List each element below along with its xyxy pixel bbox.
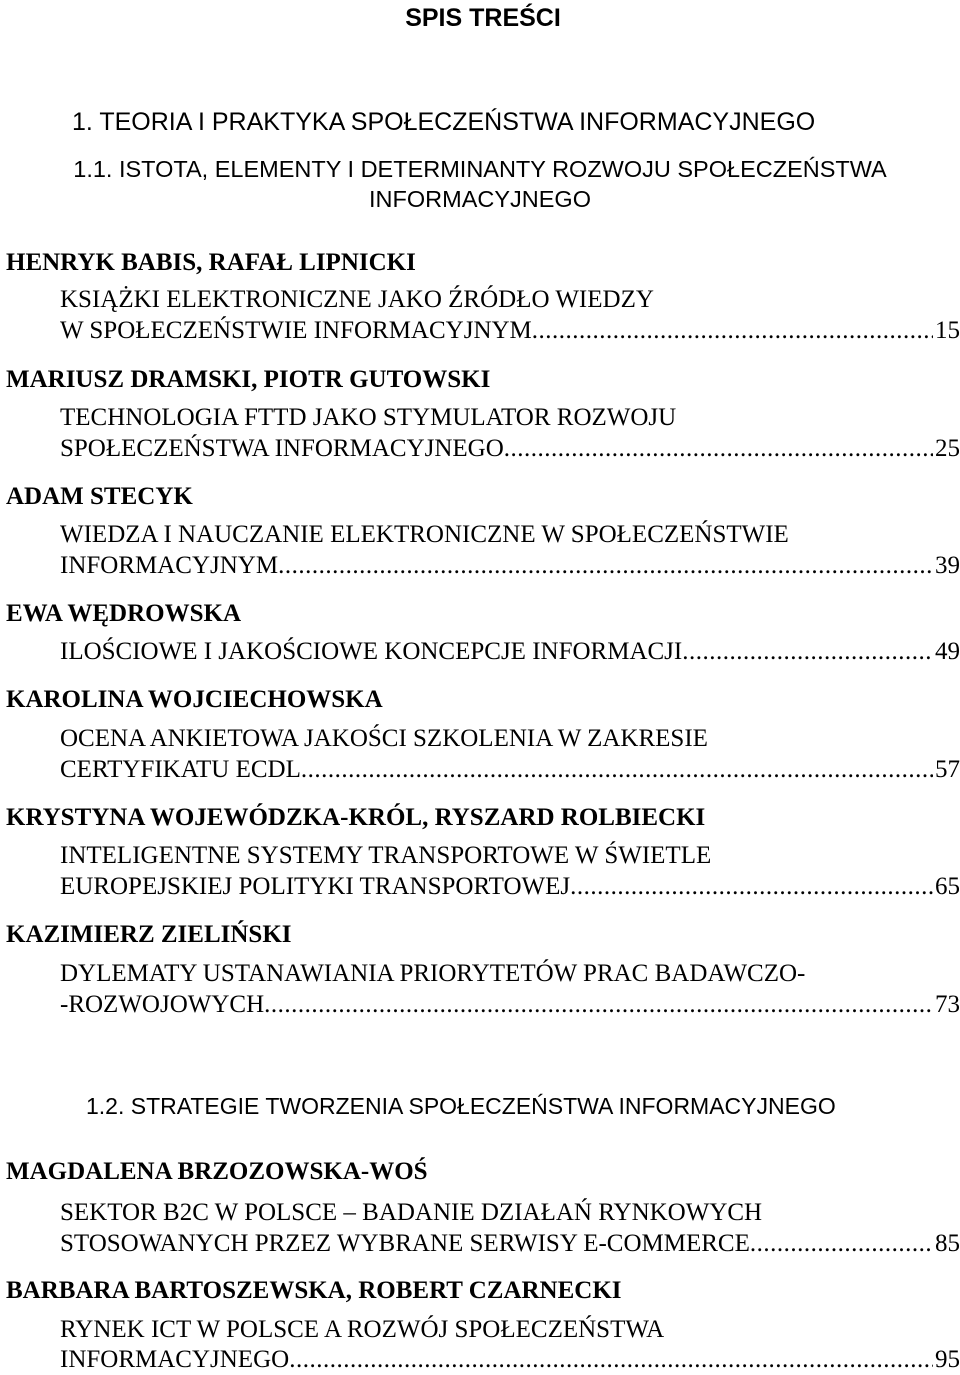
toc-title-line: OCENA ANKIETOWA JAKOŚCI SZKOLENIA W ZAKRESIE (60, 725, 708, 752)
toc-title-line: SEKTOR B2C W POLSCE – BADANIE DZIAŁAŃ RYNKOWYCH (60, 1199, 763, 1226)
toc-title-line: DYLEMATY USTANAWIANIA PRIORYTETÓW PRAC BADAWCZO- (60, 960, 806, 987)
toc-author: KRYSTYNA WOJEWÓDZKA-KRÓL, RYSZARD ROLBIECKI (6, 804, 706, 831)
toc-entry[interactable] (60, 1230, 960, 1258)
section-2-title: 1.2. STRATEGIE TWORZENIA SPOŁECZEŃSTWA INFORMACYJNEGO (86, 1093, 836, 1119)
toc-title-line: WIEDZA I NAUCZANIE ELEKTRONICZNE W SPOŁECZEŃSTWIE (60, 521, 789, 548)
page-title: SPIS TREŚCI (405, 4, 561, 32)
page-number: 57 (935, 756, 960, 783)
dot-leader (504, 435, 933, 463)
toc-title-line: EUROPEJSKIEJ POLITYKI TRANSPORTOWEJ (60, 873, 571, 900)
page-number: 85 (935, 1230, 960, 1257)
toc-entry[interactable] (60, 552, 960, 580)
section-1-title: 1.1. ISTOTA, ELEMENTY I DETERMINANTY ROZWOJU SPOŁECZEŃSTWA INFORMACYJNEGO (73, 156, 887, 212)
toc-entry[interactable] (60, 873, 960, 901)
toc-title-line: RYNEK ICT W POLSCE A ROZWÓJ SPOŁECZEŃSTWA (60, 1316, 665, 1343)
dot-leader (278, 552, 933, 580)
dot-leader (532, 317, 933, 345)
toc-entry[interactable] (60, 1346, 960, 1374)
dot-leader (264, 991, 933, 1019)
toc-entry[interactable] (60, 435, 960, 463)
toc-title-line: -ROZWOJOWYCH (60, 991, 265, 1018)
toc-title-line: INFORMACYJNEGO (60, 1346, 290, 1373)
dot-leader (289, 1346, 933, 1374)
toc-title-line: W SPOŁECZEŃSTWIE INFORMACYJNYM (60, 317, 532, 344)
page-number: 15 (935, 317, 960, 344)
dot-leader (750, 1230, 933, 1258)
toc-entry[interactable] (60, 317, 960, 345)
toc-entry[interactable] (60, 991, 960, 1019)
toc-author: MARIUSZ DRAMSKI, PIOTR GUTOWSKI (6, 366, 491, 393)
toc-title-line: SPOŁECZEŃSTWA INFORMACYJNEGO (60, 435, 504, 462)
toc-title-line: INFORMACYJNYM (60, 552, 279, 579)
page-number: 95 (935, 1346, 960, 1373)
toc-title-line: TECHNOLOGIA FTTD JAKO STYMULATOR ROZWOJU (60, 404, 677, 431)
toc-entry[interactable] (60, 638, 960, 666)
page-number: 49 (935, 638, 960, 665)
toc-title-line: STOSOWANYCH PRZEZ WYBRANE SERWISY E-COMMERCE (60, 1230, 750, 1257)
dot-leader (682, 638, 933, 666)
toc-title-line: INTELIGENTNE SYSTEMY TRANSPORTOWE W ŚWIETLE (60, 842, 712, 869)
toc-title-line: ILOŚCIOWE I JAKOŚCIOWE KONCEPCJE INFORMACJI (60, 638, 683, 665)
toc-title-line: CERTYFIKATU ECDL (60, 756, 301, 783)
page-number: 73 (935, 991, 960, 1018)
page-number: 65 (935, 873, 960, 900)
page-number: 25 (935, 435, 960, 462)
toc-author: HENRYK BABIS, RAFAŁ LIPNICKI (6, 249, 416, 276)
toc-author: BARBARA BARTOSZEWSKA, ROBERT CZARNECKI (6, 1277, 622, 1304)
toc-author: EWA WĘDROWSKA (6, 600, 242, 627)
toc-entry[interactable] (60, 756, 960, 784)
toc-title-line: KSIĄŻKI ELEKTRONICZNE JAKO ŹRÓDŁO WIEDZY (60, 286, 654, 313)
page-number: 39 (935, 552, 960, 579)
toc-author: ADAM STECYK (6, 483, 193, 510)
chapter-title: 1. TEORIA I PRAKTYKA SPOŁECZEŃSTWA INFORMACYJNEGO (72, 108, 816, 136)
dot-leader (570, 873, 933, 901)
toc-author: MAGDALENA BRZOZOWSKA-WOŚ (6, 1158, 428, 1185)
dot-leader (301, 756, 933, 784)
toc-author: KAROLINA WOJCIECHOWSKA (6, 686, 383, 713)
toc-author: KAZIMIERZ ZIELIŃSKI (6, 921, 292, 948)
